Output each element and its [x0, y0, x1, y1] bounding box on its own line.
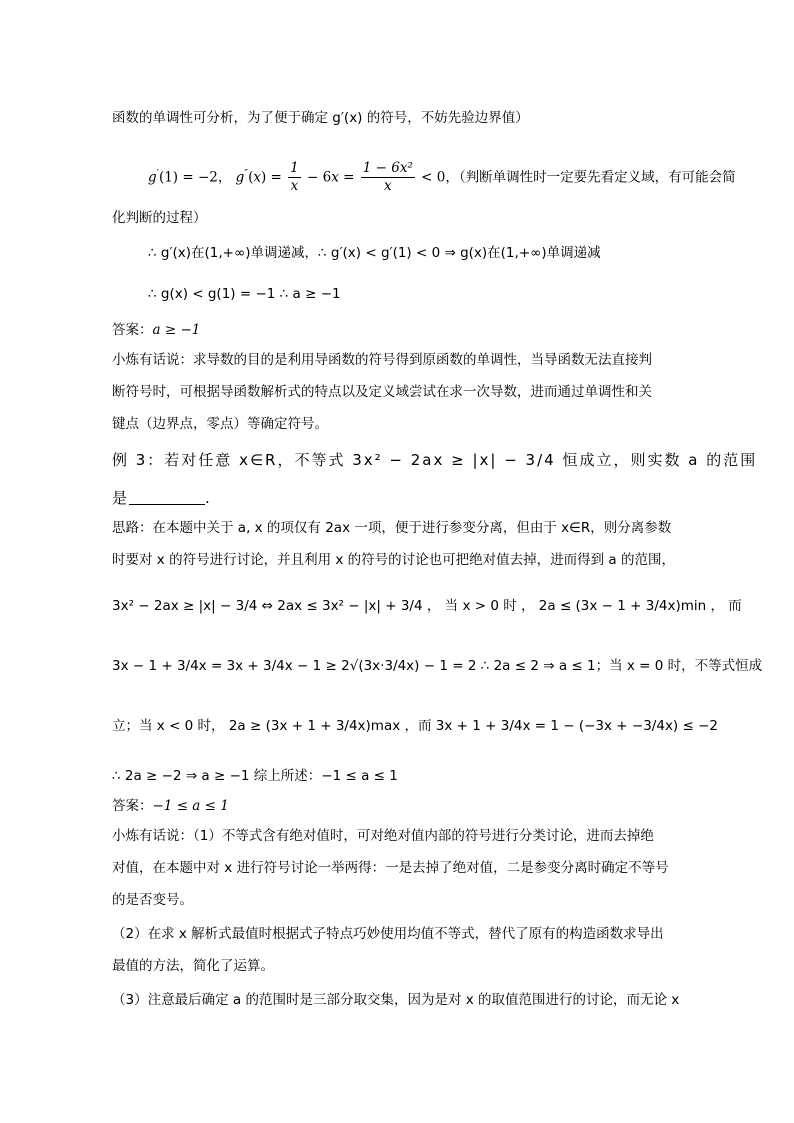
answer-2-label: 答案： [112, 798, 153, 814]
thinking-line-5 [112, 716, 718, 736]
comment-1-text-1: 小炼有话说：求导数的目的是利用导函数的符号得到原函数的单调性，当导函数无法直接判 [112, 352, 652, 368]
example-3-text-1: 例 3：若对任意 x∈R，不等式 3x² − 2ax ≥ |x| − 3/4 恒成立，则实数 a 的范围 [112, 451, 758, 469]
line-5-text: ∴ g(x) < g(1) = −1 ∴ a ≥ −1 [148, 286, 341, 302]
comment-2-line-2 [112, 858, 682, 878]
comment-1-text-2: 断符号时，可根据导函数解析式的特点以及定义域尝试在求一次导数，进而通过单调性和关 [112, 384, 652, 400]
thinking-text-1: 思路：在本题中关于 a, x 的项仅有 2ax 一项，便于进行参变分离，但由于 x∈R，则分离参数 [112, 520, 672, 536]
formula-line-2-note: ，（判断单调性时一定要先看定义域，有可能会简 [445, 169, 736, 186]
comment-2-text-5: 最值的方法，简化了运算。 [112, 958, 274, 974]
comment-1-text-3: 键点（边界点，零点）等确定符号。 [112, 416, 328, 432]
comment-1-line-1 [112, 350, 682, 370]
answer-2 [112, 796, 682, 816]
comment-2-line-5 [112, 956, 682, 976]
answer-1-label: 答案： [112, 322, 153, 338]
thinking-line-4 [112, 656, 763, 676]
thinking-line-2 [112, 550, 682, 570]
thinking-text-5: 立；当 x < 0 时， 2a ≥ (3x + 1 + 3/4x)max ，而 3x + 1 + 3/4x = 1 − (−3x + −3/4x) ≤ −2 [112, 718, 718, 734]
thinking-line-6 [112, 766, 682, 786]
comment-2-line-4 [112, 924, 682, 944]
answer-1-value: a ≥ −1 [152, 322, 201, 338]
answer-1 [112, 320, 682, 340]
comment-2-line-1 [112, 826, 682, 846]
answer-blank [129, 490, 205, 505]
comment-2-text-2: 对值，在本题中对 x 进行符号讨论一举两得：一是去掉了绝对值，二是参变分离时确定不等号 [112, 860, 669, 876]
comment-2-line-6 [112, 990, 682, 1010]
comment-1-line-2 [112, 382, 682, 402]
example-3-text-2: 是 [112, 489, 130, 507]
thinking-line-1 [112, 518, 682, 538]
comment-2-text-4: （2）在求 x 解析式最值时根据式子特点巧妙使用均值不等式，替代了原有的构造函数求导出 [112, 926, 664, 942]
text-line-3 [112, 208, 682, 228]
formula-g-derivative: g′(1) = −2， g″(x) = $\frac{1}{x}$ − 6x = $\frac{\text{1 − 6x²}}{x}$ < 0，（判断单调性时一定要先看定义域，有可能会简 [148, 160, 736, 194]
line-3-text: 化判断的过程） [112, 210, 207, 226]
thinking-text-4: 3x − 1 + 3/4x = 3x + 3/4x − 1 ≥ 2√(3x·3/4x) − 1 = 2 ∴ 2a ≤ 2 ⇒ a ≤ 1；当 x = 0 时，不等式恒成 [112, 658, 763, 674]
thinking-text-2: 时要对 x 的符号进行讨论，并且利用 x 的符号的讨论也可把绝对值去掉，进而得到 a 的范围， [112, 552, 675, 568]
thinking-text-3: 3x² − 2ax ≥ |x| − 3/4 ⇔ 2ax ≤ 3x² − |x| + 3/4 ， 当 x > 0 时 ， 2a ≤ (3x − 1 + 3/4x)min ， 而 [112, 598, 742, 614]
text-line-4 [148, 243, 682, 263]
answer-2-value: −1 ≤ a ≤ 1 [152, 798, 229, 814]
thinking-text-6: ∴ 2a ≥ −2 ⇒ a ≥ −1 综上所述：−1 ≤ a ≤ 1 [112, 768, 398, 784]
comment-2-text-6: （3）注意最后确定 a 的范围时是三部分取交集，因为是对 x 的取值范围进行的讨论，而无论 x [112, 992, 680, 1008]
example-3-line-2: 是 . [112, 489, 212, 507]
comment-2-text-1: 小炼有话说：（1）不等式含有绝对值时，可对绝对值内部的符号进行分类讨论，进而去掉绝 [112, 828, 654, 844]
line-1-text: 函数的单调性可分析，为了便于确定 g′(x) 的符号，不妨先验边界值） [112, 110, 529, 126]
comment-2-text-3: 的是否变号。 [112, 892, 193, 908]
line-4-text: ∴ g′(x)在(1,+∞)单调递减，∴ g′(x) < g′(1) < 0 ⇒ g(x)在(1,+∞)单调递减 [148, 245, 601, 261]
comment-1-line-3 [112, 414, 682, 434]
text-line-1 [112, 108, 682, 128]
text-line-5 [148, 284, 682, 304]
comment-2-line-3 [112, 890, 682, 910]
thinking-line-3 [112, 596, 742, 616]
example-3-line-1 [112, 450, 758, 470]
